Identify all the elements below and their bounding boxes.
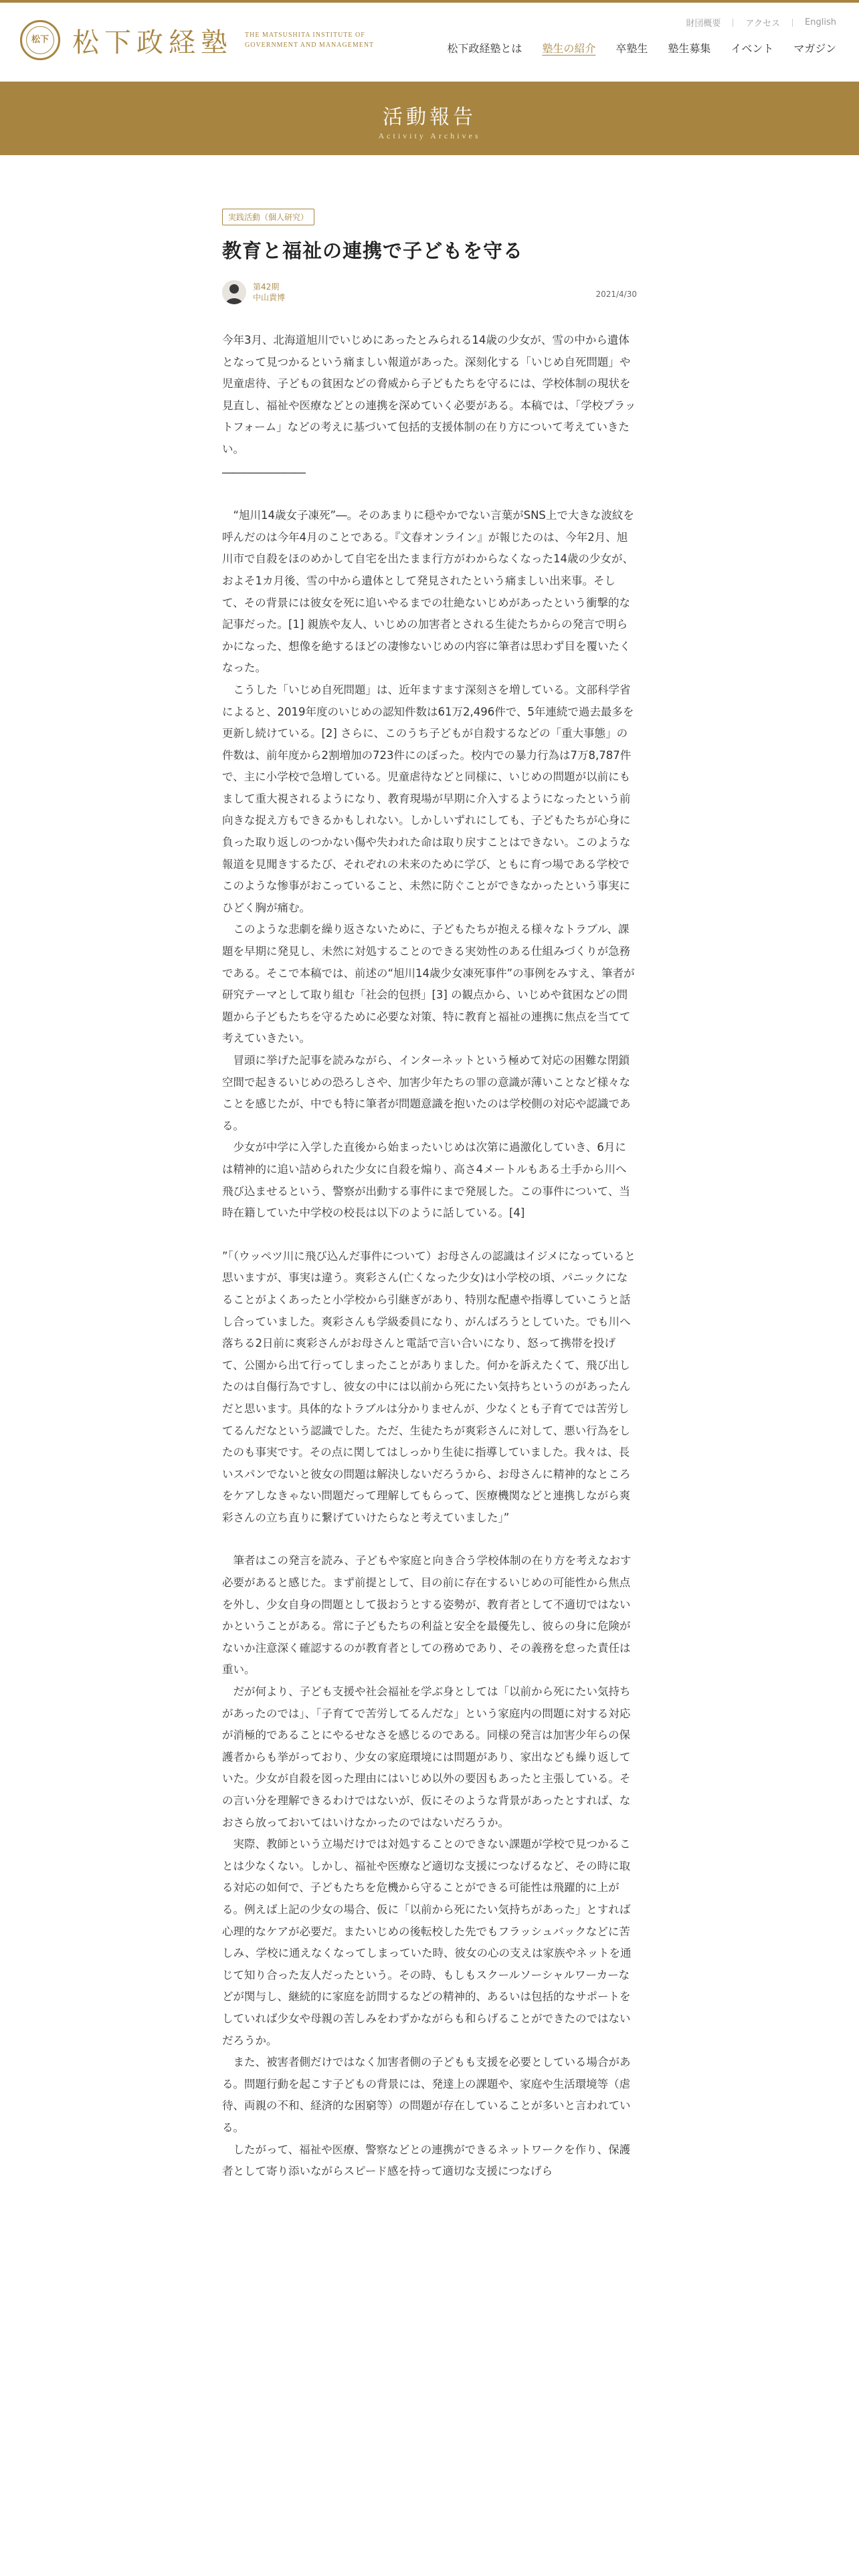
logo-seal-icon: 松下 xyxy=(20,20,60,60)
section-rule: ―――――――― xyxy=(222,465,305,479)
paragraph: また、被害者側だけではなく加害者側の子どもも支援を必要としている場合がある。問題行動を起こす子どもの背景には、発達上の課題や、家庭や生活環境等（虐待、両親の不和、経済的な困窮等）の問題が存在していることが多いと言われている。 xyxy=(222,2056,631,2134)
nav-item-events[interactable]: イベント xyxy=(731,42,774,55)
nav-item-alumni[interactable]: 卒塾生 xyxy=(615,42,648,55)
paragraph: 実際、教師という立場だけでは対処することのできない課題が学校で見つかることは少なくない。しかし、福祉や医療など適切な支援につなげるなど、その時に取る対応の如何で、子どもたちを危機から守ることができる可能性は飛躍的に上がる。例えば上記の少女の場合、仮に「以前から死にたい気持ちがあった」とすれば心理的なケアが必要だ。またいじめの後転校した先でもフラッシュバックなどに苦しみ、学校に通えなくなってしまっていた時、彼女の心の支えは家族やネットを通じて知り合った友人だったという。その時、もしもスクールソーシャルワーカーなどが関与し、継続的に家庭を訪問するなどの精神的、あるいは包括的なサポートをしていれば少女や母親の苦しみをわずかながらも和らげることができたのではないだろうか。 xyxy=(222,1838,632,2047)
paragraph: 少女が中学に入学した直後から始まったいじめは次第に過激化していき、6月には精神的に追い詰められた少女に自殺を煽り、高さ4メートルもある土手から川へ飛び込ませるという、警察が出動する事件にまで発展した。この事件について、当時在籍していた中学校の校長は以下のように話している。[4] xyxy=(222,1141,630,1220)
logo-english-name: THE MATSUSHITA INSTITUTE OF GOVERNMENT AND MANAGEMENT xyxy=(245,31,375,49)
person-icon xyxy=(222,280,246,304)
paragraph: このような悲劇を繰り返さないために、子どもたちが抱える様々なトラブル、課題を早期に発見し、未然に対処することのできる実効性のある仕組みづくりが急務である。そこで本稿では、前述の“旭川14歳少女凍死事件”の事例をみすえ、筆者が研究テーマとして取り組む「社会的包摂」[3] の観点から、いじめや貧困などの問題から子どもたちを守るために必要な対策、特に教育と福祉の連携に焦点を当てて考えていきたい。 xyxy=(222,923,635,1045)
util-link-access[interactable]: アクセス xyxy=(745,19,781,29)
site-header xyxy=(0,3,859,82)
article-body xyxy=(222,330,637,2183)
logo-wordmark: 松下政経塾 xyxy=(72,27,233,58)
divider xyxy=(792,19,793,27)
author-generation: 第42期 xyxy=(253,282,280,292)
global-nav xyxy=(427,40,836,56)
quote-block: ”「（ウッペツ川に飛び込んだ事件について）お母さんの認識はイジメになっていると思いますが、事実は違う。爽彩さん(亡くなった少女)は小学校の頃、パニックになることがよくあったと小学校から引継ぎがあり、特別な配慮や指導していこうと話し合っていました。爽彩さんも学級委員になり、がんばろうとしていた。でも川へ落ちる2日前に爽彩さんがお母さんと電話で言い合いになり、怒って携帯を投げて、公園から出て行ってしまったことがありました。何かを訴えたくて、飛び出したのは自傷行為ですし、彼女の中には以前から死にたい気持ちというのがあったんだと思います。具体的なトラブルは分かりませんが、少なくとも子育てでは苦労してるんだなという認識でした。ただ、生徒たちが爽彩さんに対して、悪い行為をしたのも事実です。その点に関してはしっかり生徒に指導していました。我々は、長いスパンでないと彼女の問題は解決しないだろうから、お母さんに精神的なところをケアしなきゃない問題だって理解してもらって、医療機関などと連携しながら爽彩さんの立ち直りに繋げていけたらなと考えていました」” xyxy=(222,1249,636,1524)
author-name: 中山貴博 xyxy=(253,293,286,302)
paragraph: こうした「いじめ自死問題」は、近年ますます深刻さを増している。文部科学省によると、2019年度のいじめの認知件数は61万2,496件で、5年連続で過去最多を更新し続けている。[2] さらに、このうち子どもが自殺するなどの「重大事態」の件数は、前年度から2割増加の723件にのぼった。校内での暴力行為は7万8,787件で、主に小学校で急増している。児童虐待などと同様に、いじめの問題が以前にもまして重大視されるようになり、教育現場が早期に介入するようになったという前向きな捉え方もできるかもしれない。しかしいずれにしても、子どもたちが心身に負った取り返しのつかない傷や失われた命は取り戻すことはできない。このような報道を見聞きするたび、それぞれの未来のために学び、ともに育つ場である学校でこのような惨事がおこっていること、未然に防ぐことができなかったという事実にひどく胸が痛む。 xyxy=(222,683,634,914)
paragraph: 冒頭に挙げた記事を読みながら、インターネットという極めて対応の困難な閉鎖空間で起きるいじめの恐ろしさや、加害少年たちの罪の意識が薄いことなど様々なことを感じたが、中でも特に筆者が問題意識を抱いたのは学校側の対応や認識である。 xyxy=(222,1054,631,1132)
util-link-foundation[interactable]: 財団概要 xyxy=(686,19,721,29)
author-info[interactable] xyxy=(253,282,285,303)
paragraph: 筆者はこの発言を読み、子どもや家庭と向き合う学校体制の在り方を考えなおす必要があると感じた。まず前提として、目の前に存在するいじめの可能性から焦点を外し、少女自身の問題として扱おうとする姿勢が、教育者として不適切ではないかということがある。常に子どもたちの利益と安全を最優先し、彼らの身に危険がないか注意深く確認するのが教育者としての務めであり、その義務を怠った責任は重い。 xyxy=(222,1554,632,1677)
banner-title: 活動報告 xyxy=(383,106,476,129)
nav-item-students[interactable]: 塾生の紹介 xyxy=(542,42,596,55)
paragraph: したがって、福祉や医療、警察などとの連携ができるネットワークを作り、保護者として寄り添いながらスピード感を持って適切な支援につなげら xyxy=(222,2143,631,2178)
author-avatar[interactable] xyxy=(222,280,246,304)
category-tag[interactable]: 実践活動（個人研究） xyxy=(222,209,314,225)
article-lead: 今年3月、北海道旭川でいじめにあったとみられる14歳の少女が、雪の中から遺体となって見つかるという痛ましい報道があった。深刻化する「いじめ自死問題」や児童虐待、子どもの貧困などの脅威から子どもたちを守るには、学校体制の現状を見直し、福祉や医療などとの連携を深めていく必要がある。本稿では、「学校プラットフォーム」などの考えに基づいて包括的支援体制の在り方について考えていきたい。 xyxy=(222,334,636,455)
paragraph: だが何より、子ども支援や社会福祉を学ぶ身としては「以前から死にたい気持ちがあったのでは」、「子育てで苦労してるんだな」という家庭内の問題に対する対応が消極的であることにやるせなさを感じるのである。同様の発言は加害少年らの保護者からも挙がっており、少女の家庭環境には問題があり、家出なども繰り返していた。少女が自殺を図った理由にはいじめ以外の要因もあったと主張している。その言い分を理解できるわけではないが、仮にそのような背景があったとすれば、なおさら放っておいてはいけなかったのではないだろうか。 xyxy=(222,1685,631,1829)
paragraph: “旭川14歳女子凍死”―。そのあまりに穏やかでない言葉がSNS上で大きな波紋を呼んだのは今年4月のことである。『文春オンライン』が報じたのは、今年2月、旭川市で自殺をほのめかして自宅を出たまま行方がわからなくなった14歳の少女が、およそ1カ月後、雪の中から遺体として発見されたという痛ましい出来事。そして、その背景には彼女を死に追いやるまでの壮絶ないじめがあったという衝撃的な記事だった。[1] 親族や友人、いじめの加害者とされる生徒たちからの発言で明らかになった、想像を絶するほどの凄惨ないじめの内容に筆者は思わず目を覆いたくなった。 xyxy=(222,509,634,675)
site-logo[interactable] xyxy=(20,20,374,60)
nav-item-magazine[interactable]: マガジン xyxy=(793,42,836,55)
util-link-english[interactable]: English xyxy=(805,17,836,27)
utility-links xyxy=(686,16,836,29)
nav-item-about[interactable]: 松下政経塾とは xyxy=(447,42,522,55)
article-title: 教育と福祉の連携で子どもを守る xyxy=(222,239,524,262)
nav-item-recruitment[interactable]: 塾生募集 xyxy=(668,42,711,55)
banner-subtitle: Activity Archives xyxy=(378,131,481,140)
article-meta xyxy=(222,280,637,310)
article xyxy=(222,209,637,2183)
article-date: 2021/4/30 xyxy=(595,290,637,299)
page-banner xyxy=(0,82,859,155)
